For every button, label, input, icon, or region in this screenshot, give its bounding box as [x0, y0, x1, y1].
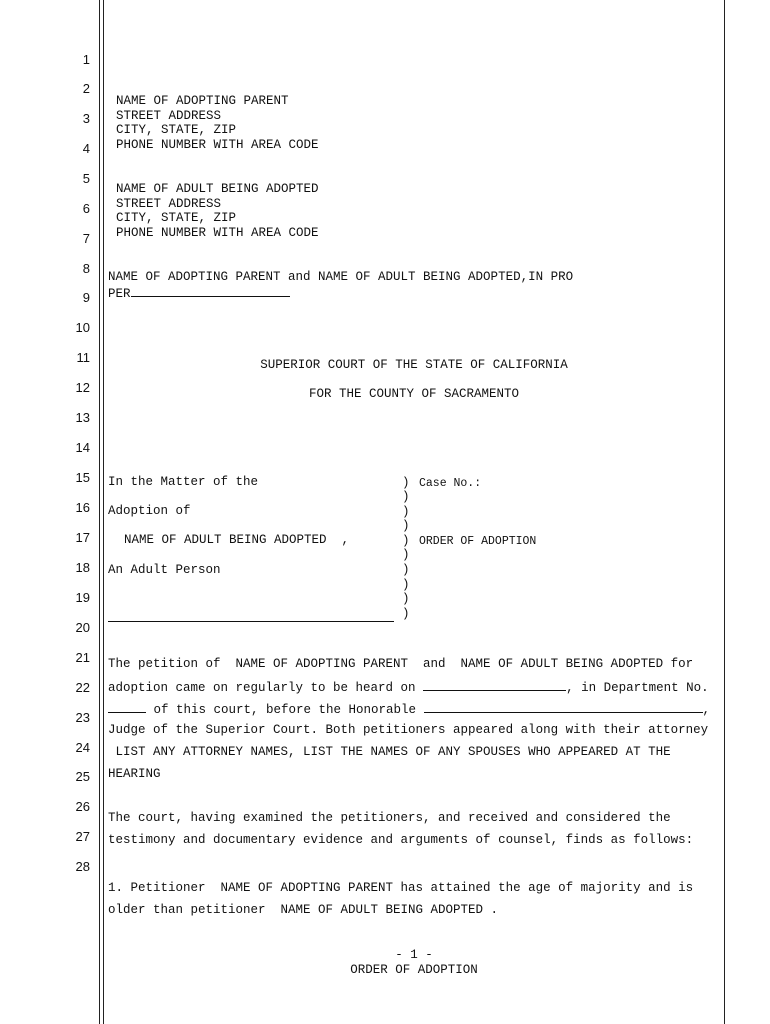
- line-number: 11: [76, 350, 90, 365]
- line-number: 12: [75, 380, 90, 395]
- body-p1-line-e: LIST ANY ATTORNEY NAMES, LIST THE NAMES OF ANY SPOUSES WHO APPEARED AT THE: [108, 745, 671, 759]
- parent-name: NAME OF ADOPTING PARENT: [116, 94, 289, 108]
- line-number: 4: [82, 141, 90, 156]
- line-number: 21: [75, 650, 90, 665]
- hearing-date-blank: [423, 679, 566, 691]
- paren: ): [402, 607, 410, 621]
- honorable-text: of this court, before the Honorable: [146, 703, 424, 717]
- comma: ,: [702, 703, 711, 717]
- line-number: 26: [75, 799, 90, 814]
- line-number: 5: [82, 171, 90, 186]
- body-p1-line-b: [108, 679, 709, 696]
- caption-adoptee: NAME OF ADULT BEING ADOPTED ,: [124, 533, 350, 547]
- adoptee-address-block: [116, 182, 319, 240]
- department-text: , in Department No.: [566, 681, 709, 695]
- line-number: 17: [75, 530, 90, 545]
- line-number: 16: [75, 500, 90, 515]
- pro-per-line-2: [108, 285, 290, 302]
- paren: ): [402, 519, 410, 533]
- caption-adult-person: An Adult Person: [108, 563, 221, 577]
- body-p2-line-a: The court, having examined the petitioners, and received and considered the: [108, 811, 671, 825]
- line-number: 6: [82, 201, 90, 216]
- body-p1-line-d: Judge of the Superior Court. Both petitioners appeared along with their attorney: [108, 723, 709, 737]
- caption-matter: In the Matter of the: [108, 475, 259, 489]
- paren: ): [402, 534, 410, 548]
- hearing-text: adoption came on regularly to be heard on: [108, 681, 424, 695]
- judge-name-blank: [424, 701, 703, 713]
- body-p1-line-f: HEARING: [108, 767, 161, 781]
- line-number: 19: [75, 590, 90, 605]
- adoptee-name: NAME OF ADULT BEING ADOPTED: [116, 182, 319, 196]
- line-number: 13: [75, 410, 90, 425]
- line-number: 28: [75, 859, 90, 874]
- line-number: 23: [75, 710, 90, 725]
- line-number: 9: [82, 290, 90, 305]
- line-number: 2: [82, 81, 90, 96]
- line-number: 14: [75, 440, 90, 455]
- line-number: 10: [75, 320, 90, 335]
- pro-per-blank: [131, 285, 290, 297]
- left-margin-rule-inner: [103, 0, 104, 1024]
- line-number: 15: [75, 470, 90, 485]
- line-number: 8: [82, 261, 90, 276]
- body-p3-line-a: 1. Petitioner NAME OF ADOPTING PARENT has attained the age of majority and is: [108, 881, 694, 895]
- body-p3-line-b: older than petitioner NAME OF ADULT BEING ADOPTED .: [108, 903, 499, 917]
- line-number: 1: [82, 52, 90, 67]
- paren: ): [402, 563, 410, 577]
- paren: ): [402, 490, 410, 504]
- body-p2-line-b: testimony and documentary evidence and arguments of counsel, finds as follows:: [108, 833, 694, 847]
- line-number: 18: [75, 560, 90, 575]
- line-number: 3: [82, 111, 90, 126]
- line-number: 25: [75, 769, 90, 784]
- parent-phone: PHONE NUMBER WITH AREA CODE: [116, 137, 319, 152]
- caption-adoption-of: Adoption of: [108, 504, 191, 518]
- adopting-parent-address-block: [116, 94, 319, 152]
- paren: ): [402, 476, 410, 490]
- paren: ): [402, 548, 410, 562]
- caption-underline: [108, 621, 394, 622]
- court-title: SUPERIOR COURT OF THE STATE OF CALIFORNIA: [260, 358, 568, 372]
- pro-per-label: PER: [108, 287, 131, 301]
- footer-title: ORDER OF ADOPTION: [350, 963, 478, 977]
- line-number: 7: [82, 231, 90, 246]
- pro-per-line-1: NAME OF ADOPTING PARENT and NAME OF ADULT BEING ADOPTED,IN PRO: [108, 270, 574, 284]
- left-margin-rule-outer: [99, 0, 100, 1024]
- paren: ): [402, 578, 410, 592]
- line-number: 27: [75, 829, 90, 844]
- adoptee-phone: PHONE NUMBER WITH AREA CODE: [116, 225, 319, 240]
- body-p1-line-a: The petition of NAME OF ADOPTING PARENT and NAME OF ADULT BEING ADOPTED for: [108, 657, 694, 671]
- parent-street: STREET ADDRESS: [116, 108, 222, 123]
- paren: ): [402, 592, 410, 606]
- right-margin-rule: [724, 0, 725, 1024]
- line-number: 24: [75, 740, 90, 755]
- county-title: FOR THE COUNTY OF SACRAMENTO: [308, 387, 520, 401]
- case-number-label: Case No.:: [419, 477, 482, 490]
- line-number: 20: [75, 620, 90, 635]
- adoptee-city: CITY, STATE, ZIP: [116, 211, 237, 225]
- page-number: - 1 -: [395, 948, 433, 962]
- paren: ): [402, 505, 410, 519]
- department-number-blank: [108, 701, 146, 713]
- body-p1-line-c: [108, 701, 710, 718]
- adoptee-street: STREET ADDRESS: [116, 196, 222, 211]
- line-number: 22: [75, 680, 90, 695]
- document-title: ORDER OF ADOPTION: [419, 535, 537, 548]
- parent-city: CITY, STATE, ZIP: [116, 123, 237, 137]
